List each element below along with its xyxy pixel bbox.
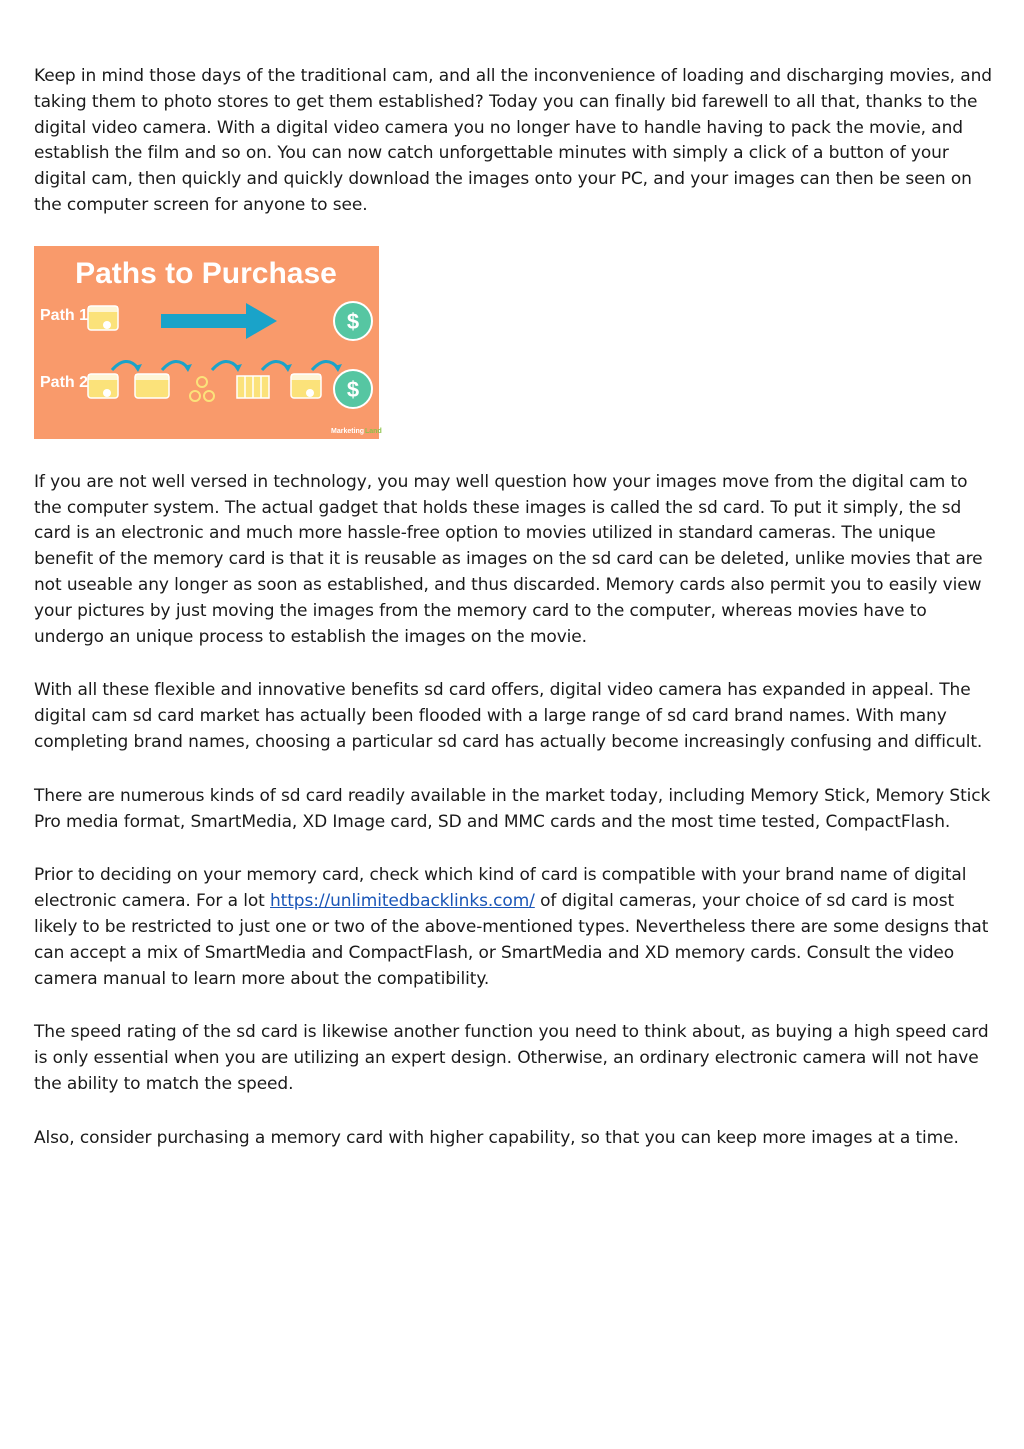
figure-title: Paths to Purchase — [75, 256, 337, 290]
compatibility-text-end: of digital cameras, your choice of sd card is most likely to be restricted to just one or two of the above-mentioned types. Nevertheless there are some designs that can accept a mix of SmartMedia and CompactFlash, or SmartMedia and XD memory cards. Consult the video camera manual to learn more about the compatibility. — [34, 891, 989, 989]
document-page — [34, 64, 994, 1152]
paths-to-purchase-image — [34, 246, 382, 439]
compatibility-text-start: Prior to deciding on your memory card, check which kind of card is compatible with your brand name of digital electronic camera. For a lot — [34, 865, 967, 912]
path2-label: Path 2 — [40, 373, 89, 391]
dollar-coin-icon — [334, 370, 372, 408]
browser-click-icon — [88, 306, 118, 330]
store-icon — [237, 376, 269, 398]
svg-text:$: $ — [346, 376, 360, 402]
svg-text:Land: Land — [365, 427, 382, 435]
figure — [34, 246, 994, 439]
watermark-logo — [331, 428, 382, 435]
path1-label: Path 1 — [40, 306, 89, 324]
paragraph-market: With all these flexible and innovative benefits sd card offers, digital video camera has expanded in appeal. The digital cam sd card market has actually been flooded with a large range of sd card brand names. With many completing brand names, choosing a particular sd card has actually become increasingly confusing and difficult. — [34, 680, 983, 752]
paragraph-speed-rating: The speed rating of the sd card is likewise another function you need to think about, as buying a high speed card is only essential when you are utilizing an expert design. Otherwise, an ordinary electronic camera will not have the ability to match the speed. — [34, 1022, 989, 1094]
browser-click-icon — [88, 374, 118, 398]
paragraph-sd-card: If you are not well versed in technology, you may well question how your images move from the digital cam to the computer system. The actual gadget that holds these images is called the sd card. To put it simply, the sd card is an electronic and much more hassle-free option to movies utilized in standard cameras. The unique benefit of the memory card is that it is reusable as images on the sd card can be deleted, unlike movies that are not useable any longer as soon as established, and thus discarded. Memory cards also permit you to easily view your pictures by just moving the images from the memory card to the computer, whereas movies have to undergo an unique process to establish the images on the movie. — [34, 471, 983, 647]
paragraph-intro: Keep in mind those days of the traditional cam, and all the inconvenience of loading and discharging movies, and taking them to photo stores to get them established? Today you can finally bid farewell to all that, thanks to the digital video camera. With a digital video camera you no longer have to handle having to pack the movie, and establish the film and so on. You can now catch unforgettable minutes with simply a click of a button of your digital cam, then quickly and quickly download the images onto your PC, and your images can then be seen on the computer screen for anyone to see. — [34, 66, 992, 215]
webpage-icon — [135, 374, 169, 398]
browser-click-icon — [291, 374, 321, 398]
backlinks-link[interactable]: https://unlimitedbacklinks.com/ — [270, 891, 535, 912]
paragraph-compatibility — [34, 863, 994, 992]
svg-text:Marketing: Marketing — [331, 427, 365, 435]
paragraph-capacity: Also, consider purchasing a memory card with higher capability, so that you can keep more images at a time. — [34, 1127, 959, 1148]
dollar-coin-icon — [334, 302, 372, 340]
paragraph-card-types: There are numerous kinds of sd card readily available in the market today, including Memory Stick, Memory Stick Pro media format, SmartMedia, XD Image card, SD and MMC cards and the most time tested, CompactFlash. — [34, 785, 991, 832]
svg-text:$: $ — [346, 308, 360, 334]
